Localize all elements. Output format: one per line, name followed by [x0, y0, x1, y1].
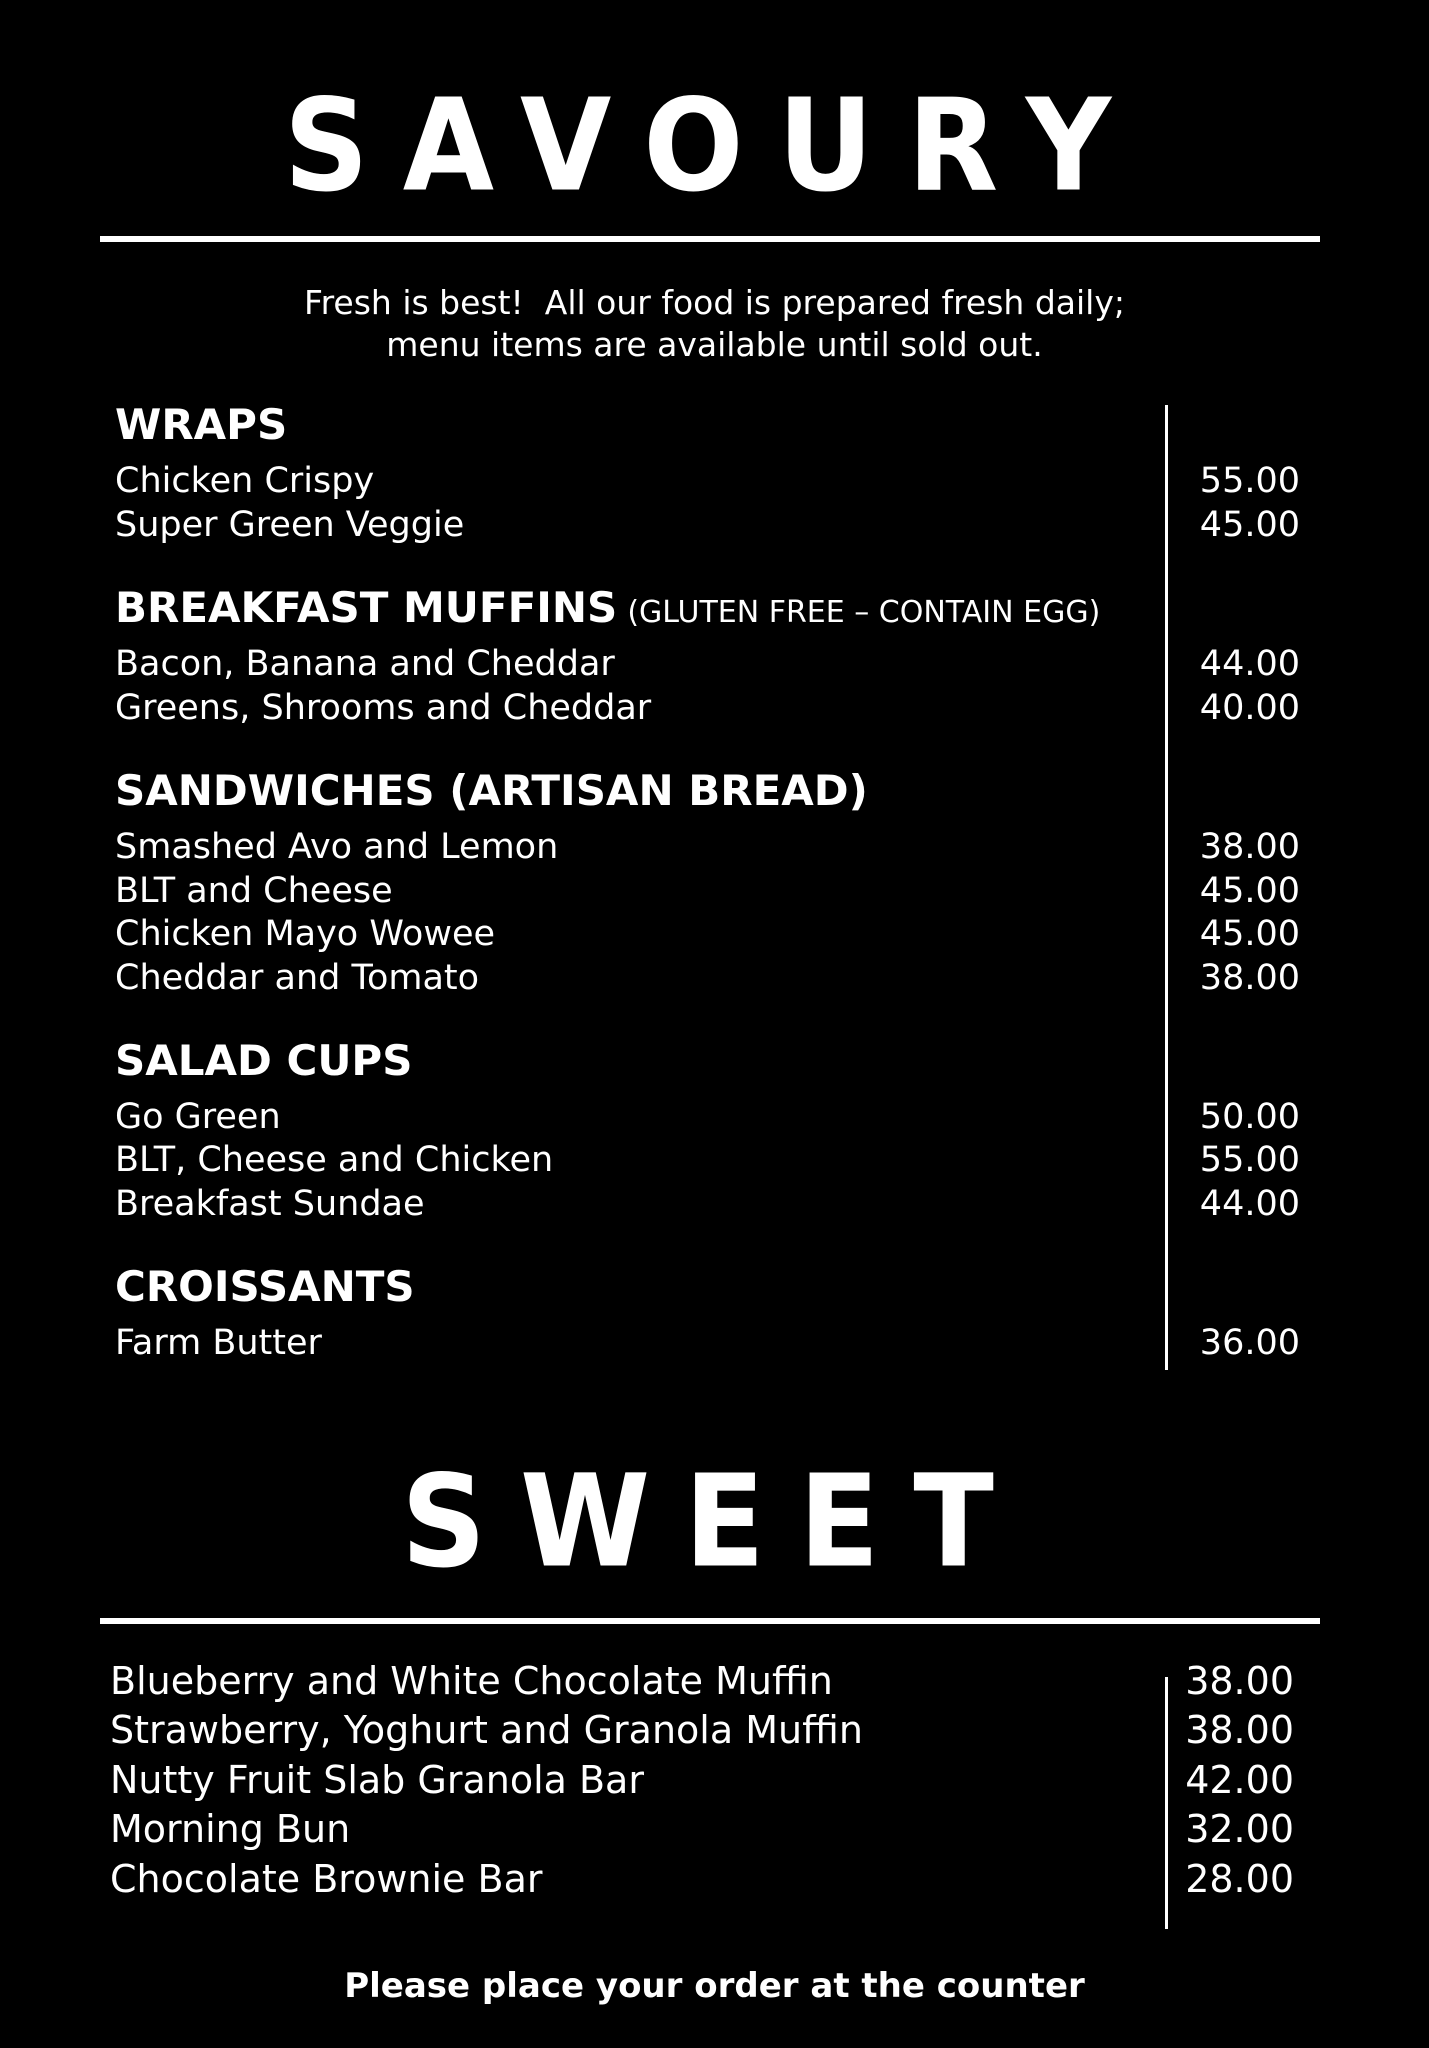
item-name: Super Green Veggie — [115, 505, 465, 545]
menu-item — [115, 1138, 1300, 1182]
item-name: Bacon, Banana and Cheddar — [115, 644, 615, 684]
item-price: 45.00 — [1199, 914, 1300, 954]
savoury-title: SAVOURY — [283, 70, 1146, 220]
sweet-title: SWEET — [401, 1446, 1028, 1596]
menu-item — [110, 1857, 1294, 1901]
section-heading-croissants — [115, 1262, 415, 1311]
menu-item — [115, 1182, 1300, 1226]
section-heading-label: SANDWICHES (ARTISAN BREAD) — [115, 766, 868, 815]
item-price: 45.00 — [1199, 871, 1300, 911]
item-name: Cheddar and Tomato — [115, 958, 480, 998]
item-price: 44.00 — [1199, 1184, 1300, 1224]
intro-line-2: menu items are available until sold out. — [386, 325, 1043, 364]
section-heading-note: (GLUTEN FREE – CONTAIN EGG) — [627, 595, 1101, 630]
item-name: Strawberry, Yoghurt and Granola Muffin — [110, 1708, 863, 1752]
sweet-divider — [100, 1618, 1320, 1624]
item-name: Chicken Crispy — [115, 461, 375, 501]
item-name: Smashed Avo and Lemon — [115, 827, 559, 867]
menu-item — [115, 912, 1300, 956]
item-price: 55.00 — [1199, 1140, 1300, 1180]
item-name: Blueberry and White Chocolate Muffin — [110, 1659, 833, 1703]
menu-item — [115, 1095, 1300, 1139]
section-heading-label: WRAPS — [115, 400, 288, 449]
savoury-divider — [100, 236, 1320, 242]
item-name: BLT and Cheese — [115, 871, 393, 911]
section-heading-label: SALAD CUPS — [115, 1036, 413, 1085]
item-price: 38.00 — [1185, 1708, 1294, 1752]
item-price: 50.00 — [1199, 1097, 1300, 1137]
section-heading-breakfast-muffins — [115, 583, 1101, 632]
menu-item — [115, 642, 1300, 686]
item-name: Chocolate Brownie Bar — [110, 1857, 543, 1901]
item-price: 36.00 — [1199, 1323, 1300, 1363]
savoury-intro — [0, 282, 1429, 366]
menu-item — [110, 1758, 1294, 1802]
section-heading-sandwiches — [115, 766, 868, 815]
item-price: 38.00 — [1199, 958, 1300, 998]
item-price: 44.00 — [1199, 644, 1300, 684]
intro-line-1: Fresh is best! All our food is prepared fresh daily; — [304, 283, 1125, 322]
item-name: Morning Bun — [110, 1807, 351, 1851]
order-footer-note: Please place your order at the counter — [344, 1966, 1085, 2006]
item-price: 38.00 — [1185, 1659, 1294, 1703]
menu-item — [115, 825, 1300, 869]
menu-item — [115, 956, 1300, 1000]
item-price: 38.00 — [1199, 827, 1300, 867]
menu-item — [110, 1659, 1294, 1703]
item-price: 45.00 — [1199, 505, 1300, 545]
menu-item — [115, 686, 1300, 730]
item-name: Breakfast Sundae — [115, 1184, 425, 1224]
item-name: BLT, Cheese and Chicken — [115, 1140, 554, 1180]
menu-item — [115, 1321, 1300, 1365]
item-price: 42.00 — [1185, 1758, 1294, 1802]
item-price: 55.00 — [1199, 461, 1300, 501]
item-price: 40.00 — [1199, 688, 1300, 728]
item-name: Chicken Mayo Wowee — [115, 914, 496, 954]
item-name: Nutty Fruit Slab Granola Bar — [110, 1758, 644, 1802]
item-price: 28.00 — [1185, 1857, 1294, 1901]
section-heading-label: CROISSANTS — [115, 1262, 415, 1311]
menu-item — [115, 869, 1300, 913]
menu-item — [110, 1807, 1294, 1851]
section-heading-wraps — [115, 400, 288, 449]
section-heading-label: BREAKFAST MUFFINS — [115, 583, 618, 632]
item-name: Greens, Shrooms and Cheddar — [115, 688, 652, 728]
item-name: Go Green — [115, 1097, 281, 1137]
item-name: Farm Butter — [115, 1323, 322, 1363]
section-heading-salad-cups — [115, 1036, 413, 1085]
menu-item — [115, 459, 1300, 503]
menu-item — [110, 1708, 1294, 1752]
menu-item — [115, 503, 1300, 547]
item-price: 32.00 — [1185, 1807, 1294, 1851]
